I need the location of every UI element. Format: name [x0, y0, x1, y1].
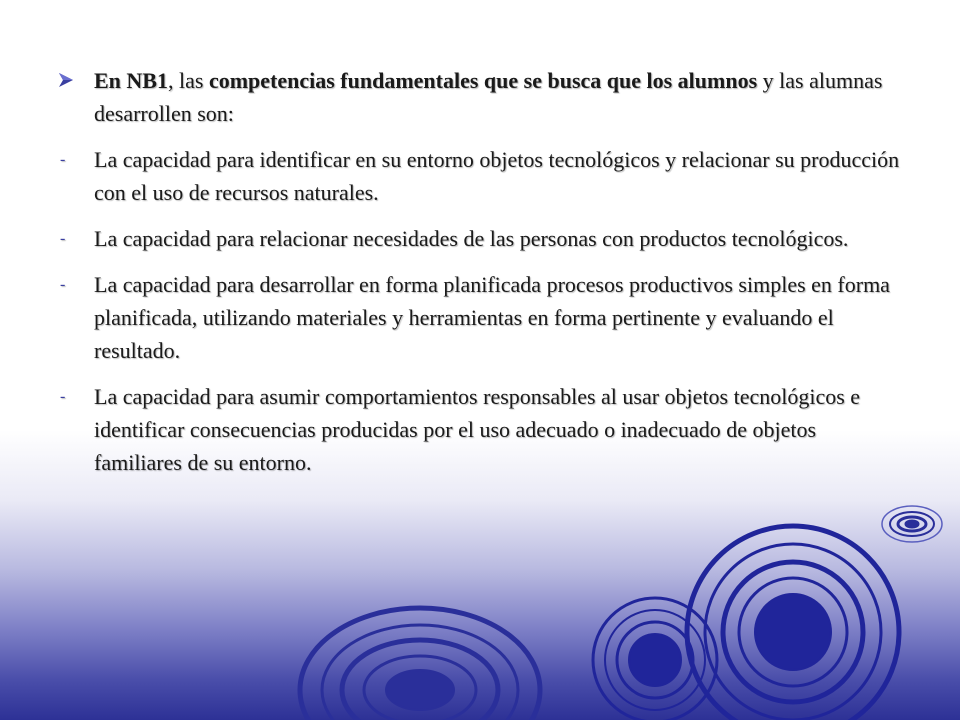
- competency-text: La capacidad para desarrollar en forma planificada procesos productivos simples en forma planificada, utilizando materiales y herramientas en forma pertinente y evaluando el resultado.: [94, 272, 890, 363]
- competency-text: La capacidad para asumir comportamientos responsables al usar objetos tecnológicos e identificar consecuencias producidas por el uso adecuado o inadecuado de objetos familiares de su entorno.: [94, 384, 861, 475]
- arrow-bullet-icon: [58, 64, 82, 97]
- intro-connector: , las: [167, 68, 209, 93]
- intro-level-name: En NB1: [94, 68, 168, 93]
- dash-bullet-icon: -: [60, 230, 66, 247]
- dash-bullet-icon: -: [60, 151, 66, 168]
- competency-item: [58, 268, 908, 367]
- competency-text: La capacidad para identificar en su entorno objetos tecnológicos y relacionar su producción con el uso de recursos naturales.: [94, 147, 900, 205]
- dash-bullet-icon: -: [60, 388, 66, 405]
- competency-item: [58, 143, 908, 209]
- competency-item: [58, 222, 908, 255]
- slide-content: [58, 64, 908, 492]
- intro-bullet: [58, 64, 908, 130]
- competency-item: [58, 380, 908, 479]
- intro-ending: y las alumnas desarrollen son:: [94, 68, 883, 126]
- dash-bullet-icon: -: [60, 276, 66, 293]
- competency-text: La capacidad para relacionar necesidades de las personas con productos tecnológicos.: [94, 226, 849, 251]
- large-ring-cluster: [687, 526, 899, 720]
- intro-highlight: competencias fundamentales que se busca que los alumnos: [208, 68, 758, 93]
- small-ring-cluster: [882, 506, 942, 542]
- medium-ring-cluster: [593, 598, 717, 720]
- bottom-ring-cluster: [300, 608, 540, 720]
